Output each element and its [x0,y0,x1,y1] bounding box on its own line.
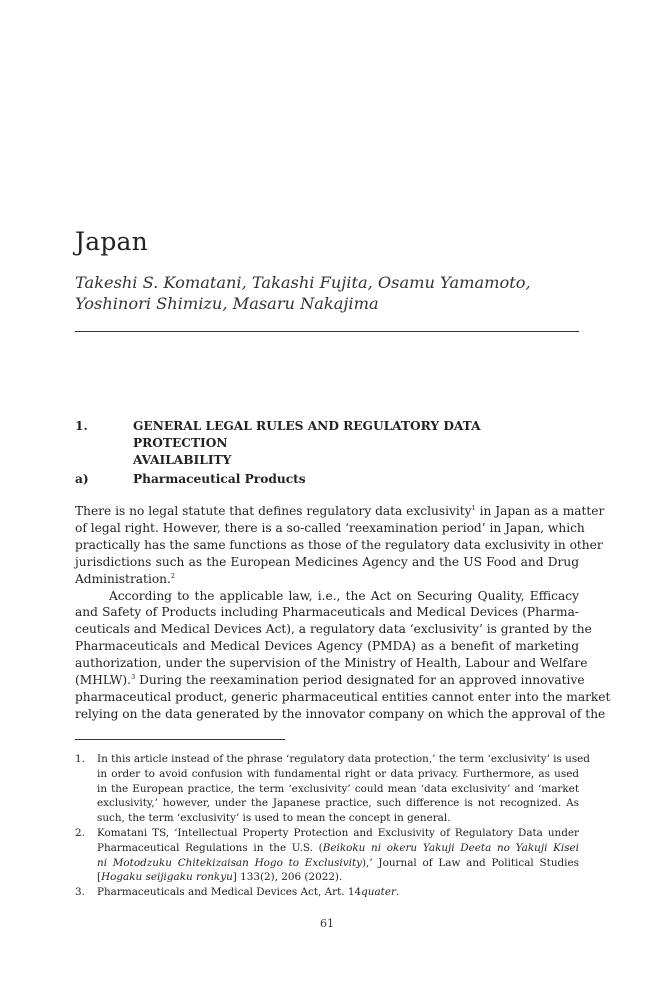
footnote-2 [75,826,579,885]
text-run: in Japan as a matter [475,504,605,518]
paragraph-2-line: relying on the data generated by the innovator company on which the approval of the [75,706,606,721]
paragraph-2 [75,588,611,723]
footnote-line: in the European practice, the term ‘exclusivity’ could mean ‘data exclusivity’ and ‘market [97,782,579,795]
chapter-authors [75,272,579,314]
text-run: Administration. [75,571,171,586]
paragraph-1-line [75,571,579,588]
footnote-3 [75,885,579,900]
footnote-line [97,841,579,856]
section-title-line-2: AVAILABILITY [133,453,232,467]
footnotes [75,752,590,900]
footnote-ref-1[interactable]: 1 [471,503,476,512]
paragraph-1-line [75,503,605,520]
italic-title: Beikoku ni okeru Yakuji Deeta no Yakuji Kisei [322,841,579,854]
italic-title: Hogaku seijigaku ronkyu [101,871,233,884]
chapter-title: Japan [75,227,148,256]
text-run: During the reexamination period designated for an approved innovative [135,673,585,688]
footnote-line: In this article instead of the phrase ‘regulatory data protection,’ the term ‘exclusivity’ is used [97,753,590,765]
footnote-line [97,870,579,885]
body-text [75,503,611,723]
book-page [75,0,611,1000]
paragraph-2-line: ceuticals and Medical Devices Act), a regulatory data ‘exclusivity’ is granted by the [75,622,592,637]
footnote-line: Komatani TS, ‘Intellectual Property Protection and Exclusivity of Regulatory Data under [97,826,579,839]
footnote-number: 3. [75,886,85,899]
footnote-number: 2. [75,826,85,839]
paragraph-1-line: practically has the same functions as those of the regulatory data exclusivity in other [75,537,603,552]
paragraph-2-line: Pharmaceuticals and Medical Devices Agency (PMDA) as a benefit of marketing [75,639,579,654]
subsection-title: Pharmaceutical Products [133,472,306,486]
authors-line-2: Yoshinori Shimizu, Masaru Nakajima [75,294,379,313]
text-run: [ [97,871,102,884]
text-run: (MHLW). [75,673,132,688]
text-run: ),’ Journal of Law and Political Studies [361,856,579,869]
paragraph-1 [75,503,605,588]
subsection-label: a) [75,472,89,486]
paragraph-1-line: jurisdictions such as the European Medicines Agency and the US Food and Drug [75,554,579,569]
footnote-number: 1. [75,753,85,765]
footnote-line: exclusivity,’ however, under the Japanese practice, such difference is not recognized. As [97,797,579,810]
paragraph-1-line: of legal right. However, there is a so-called ‘reexamination period’ in Japan, which [75,520,585,535]
section-title [133,418,579,469]
paragraph-2-line: According to the applicable law, i.e., the Act on Securing Quality, Efficacy [109,588,579,603]
footnote-1 [75,752,590,826]
footnote-ref-3[interactable]: 3 [131,673,136,681]
title-divider [75,331,579,332]
footnote-line [97,856,579,871]
page-number: 61 [320,917,334,930]
authors-line-1: Takeshi S. Komatani, Takashi Fujita, Osamu Yamamoto, [75,273,531,292]
text-run: Pharmaceuticals and Medical Devices Act, Art. 14 [97,886,362,899]
paragraph-2-line: authorization, under the supervision of the Ministry of Health, Labour and Welfare [75,656,588,671]
italic-term: quater [361,886,396,899]
paragraph-2-line: pharmaceutical product, generic pharmaceutical entities cannot enter into the market [75,689,611,704]
footnote-line: in order to avoid confusion with fundamental right or data privacy. Furthermore, as used [97,767,579,780]
italic-title: ni Motodzuku Chitekizaisan Hogo to Exclusivity [97,856,362,869]
footnote-line: such, the term ‘exclusivity’ is used to mean the concept in general. [97,812,451,825]
text-run: . [395,886,400,899]
footnote-line [97,885,579,900]
section-number: 1. [75,419,88,433]
text-run: Pharmaceutical Regulations in the U.S. ( [97,841,323,854]
footnote-ref-2[interactable]: 2 [170,571,176,580]
paragraph-2-line: and Safety of Products including Pharmaceuticals and Medical Devices (Pharma- [75,605,579,620]
text-run: ] 133(2), 206 (2022). [232,871,343,884]
paragraph-2-line [75,672,585,689]
footnote-divider [75,739,285,740]
text-run: There is no legal statute that defines regulatory data exclusivity [75,504,472,518]
section-title-line-1: GENERAL LEGAL RULES AND REGULATORY DATA PROTECTION [133,419,481,450]
